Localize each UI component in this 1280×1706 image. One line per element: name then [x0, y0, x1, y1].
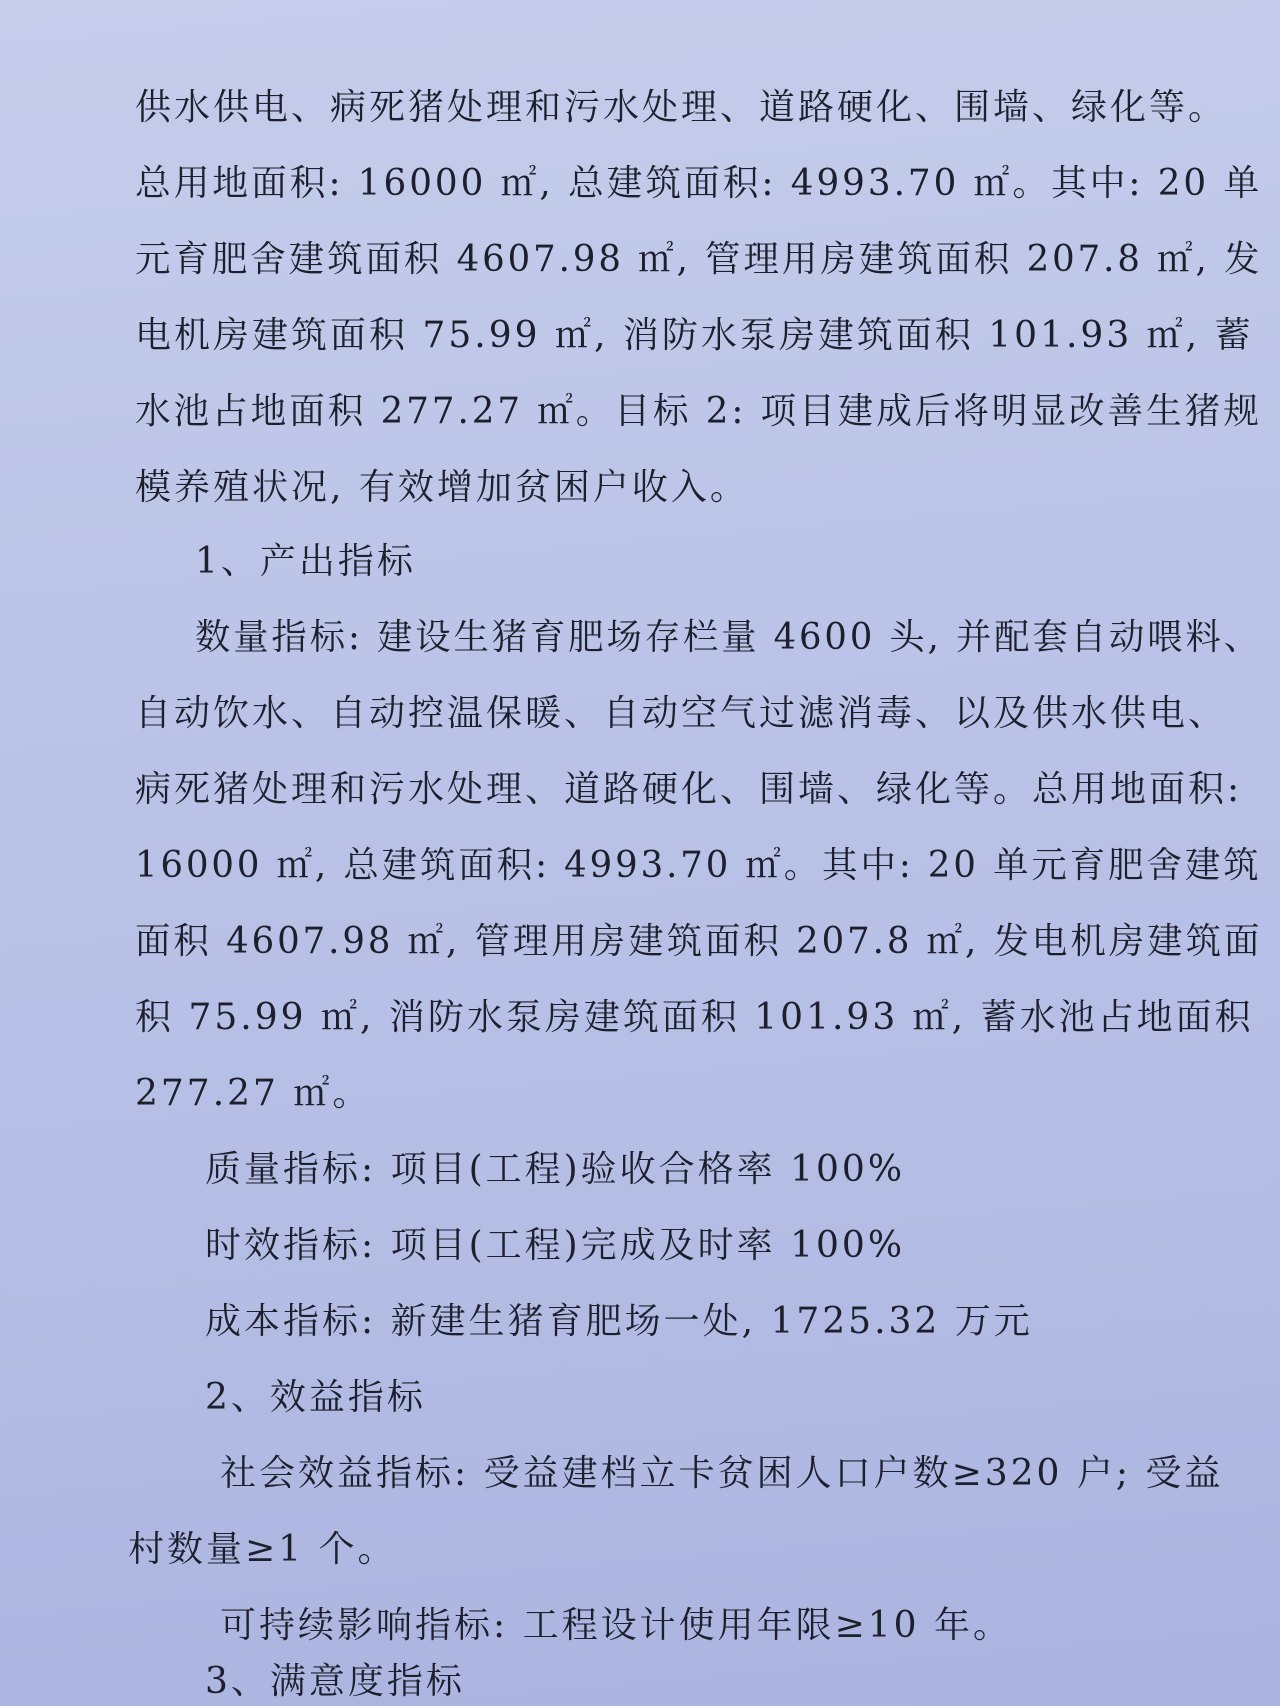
text-line: 电机房建筑面积 75.99 ㎡, 消防水泵房建筑面积 101.93 ㎡, 蓄 — [135, 315, 1254, 356]
text-line: 元育肥舍建筑面积 4607.98 ㎡, 管理用房建筑面积 207.8 ㎡, 发 — [135, 239, 1263, 280]
text-line: 16000 ㎡, 总建筑面积: 4993.70 ㎡。其中: 20 单元育肥舍建筑 — [135, 845, 1262, 886]
text-line: 数量指标: 建设生猪育肥场存栏量 4600 头, 并配套自动喂料、 — [195, 617, 1262, 658]
text-line: 时效指标: 项目(工程)完成及时率 100% — [205, 1225, 906, 1266]
text-line: 社会效益指标: 受益建档立卡贫困人口户数≥320 户; 受益 — [220, 1453, 1224, 1494]
text-line: 可持续影响指标: 工程设计使用年限≥10 年。 — [220, 1605, 1012, 1646]
section-heading-output: 1、产出指标 — [195, 541, 416, 582]
text-line: 积 75.99 ㎡, 消防水泵房建筑面积 101.93 ㎡, 蓄水池占地面积 — [135, 997, 1254, 1038]
text-line: 质量指标: 项目(工程)验收合格率 100% — [205, 1149, 906, 1190]
text-line: 成本指标: 新建生猪育肥场一处, 1725.32 万元 — [205, 1301, 1033, 1342]
text-line: 水池占地面积 277.27 ㎡。目标 2: 项目建成后将明显改善生猪规 — [135, 391, 1262, 432]
section-heading-satisfaction: 3、满意度指标 — [205, 1661, 465, 1702]
text-line: 总用地面积: 16000 ㎡, 总建筑面积: 4993.70 ㎡。其中: 20 单 — [135, 163, 1263, 204]
text-line: 供水供电、病死猪处理和污水处理、道路硬化、围墙、绿化等。 — [135, 87, 1228, 128]
text-line: 277.27 ㎡。 — [135, 1073, 372, 1114]
text-line: 模养殖状况, 有效增加贫困户收入。 — [135, 467, 749, 508]
text-line: 自动饮水、自动控温保暖、自动空气过滤消毒、以及供水供电、 — [135, 693, 1228, 734]
section-heading-benefit: 2、效益指标 — [205, 1377, 426, 1418]
text-line: 面积 4607.98 ㎡, 管理用房建筑面积 207.8 ㎡, 发电机房建筑面 — [135, 921, 1263, 962]
text-line: 病死猪处理和污水处理、道路硬化、围墙、绿化等。总用地面积: — [135, 769, 1243, 810]
text-line: 村数量≥1 个。 — [128, 1529, 397, 1570]
